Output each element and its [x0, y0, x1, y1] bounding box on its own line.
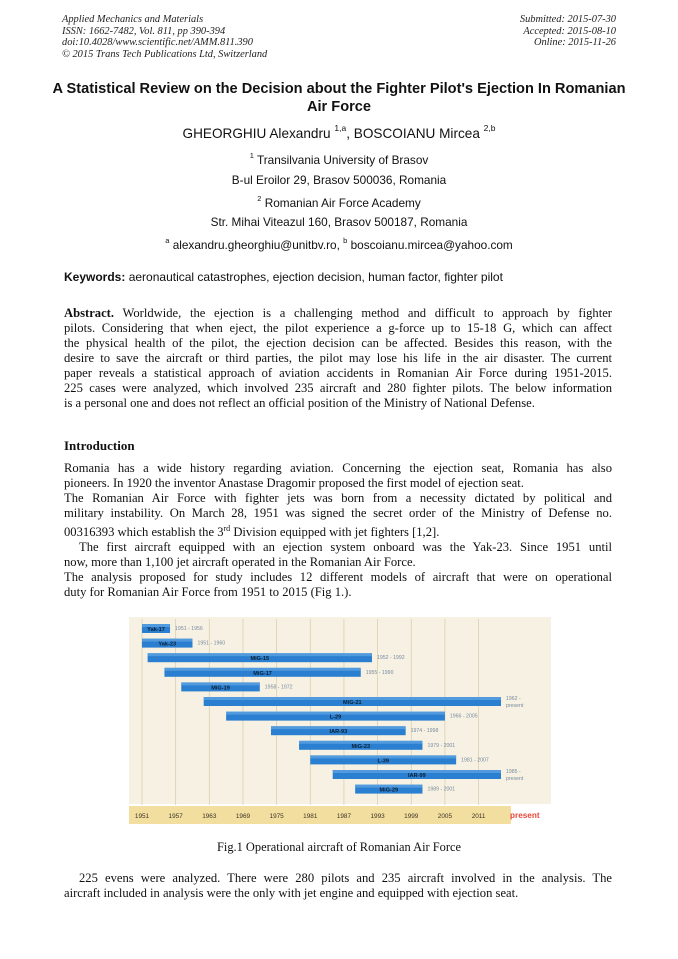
bar-period-label: present: [506, 776, 524, 782]
abstract-label: Abstract.: [64, 306, 115, 320]
affiliation-2: $^2$ Romanian Air Force Academy: [257, 194, 421, 210]
x-end-label: present: [510, 811, 540, 820]
bar-period-label: 1952 - 1992: [376, 655, 405, 662]
bar-period-label: 1962 -: [506, 696, 521, 702]
affiliation-1-address: B-ul Eroilor 29, Brasov 500036, Romania: [231, 173, 447, 187]
bar-label: L-29: [329, 714, 342, 721]
axis-band: [129, 806, 511, 824]
bar-label: MiG-21: [343, 700, 362, 706]
x-tick-label: 2005: [437, 813, 453, 820]
doi-line: doi:10.4028/www.scientific.net/AMM.811.390: [62, 37, 253, 49]
results-paragraph: 225 evens were analyzed. There were 280 pilots and 235 aircraft involved in the analysis. The aircraft included in analysis were the only with jet engine and equipped with ejection seat.: [64, 871, 612, 900]
bar-period-label: present: [506, 703, 524, 709]
author-line: GHEORGHIU Alexandru $^{1,a}$, BOSCOIANU Mircea $^{2,b}$: [182, 123, 496, 141]
email-b[interactable]: boscoianu.mircea@yahoo.com: [350, 238, 513, 252]
author-1-sup: 1,a: [334, 123, 347, 133]
operational-aircraft-chart: [129, 617, 551, 826]
online-date: Online: 2015-11-26: [533, 37, 616, 49]
bar-label: MiG-19: [211, 685, 230, 692]
bar-period-label: 1951 - 1960: [197, 640, 226, 647]
keywords: [64, 270, 503, 284]
keywords-label: Keywords:: [64, 270, 126, 284]
journal-name: Applied Mechanics and Materials: [62, 14, 204, 25]
x-tick-label: 1957: [168, 813, 183, 820]
bar-period-label: 1958 - 1972: [264, 684, 293, 691]
dates-header: [520, 14, 616, 49]
bar-label: Yak-17: [147, 627, 165, 633]
author-2-sup: 2,b: [483, 123, 496, 133]
section-heading: Introduction: [64, 438, 135, 453]
bar-label: Yak-23: [158, 641, 177, 648]
x-tick-label: 2011: [471, 813, 486, 820]
x-tick-label: 1951: [134, 813, 150, 820]
bar-period-label: 1955 - 1990: [365, 669, 394, 676]
x-tick-label: 1993: [370, 813, 385, 820]
bar-label: L-39: [377, 758, 389, 765]
copyright-line: © 2015 Trans Tech Publications Ltd, Switzerland: [62, 48, 268, 60]
x-tick-label: 1969: [235, 813, 251, 820]
bar-period-label: 1985 -: [506, 769, 521, 775]
abstract: Abstract. Worldwide, the ejection is a challenging method and difficult to approach by fighter pilots. Considering that when eject, the pilot experience a g-force up to 15-18 G, which can affect the physical health of the pilot, the ejection decision can be affected. Besides this reason, with the desire to save the aircraft or third parties, the pilot may lose his life in the air disaster. The current paper reveals a statistical approach of aviation accidents in Romanian Air Force during 1951-2015. 225 cases were analyzed, which involved 235 aircraft and 280 fighter pilots. The below information is a personal one and does not reflect an official position of the Ministry of National Defense.: [64, 306, 612, 410]
paper-title: A Statistical Review on the Decision about the Fighter Pilot's Ejection In Romanian Air Force: [52, 81, 626, 115]
affiliation-2-address: Str. Mihai Viteazul 160, Brasov 500187, Romania: [210, 215, 468, 229]
email-line: $^a$ alexandru.gheorghiu@unitbv.ro, $^b$ boscoianu.mircea@yahoo.com: [165, 236, 513, 252]
bar-label: MiG-23: [351, 743, 371, 750]
email-a[interactable]: alexandru.gheorghiu@unitbv.ro,: [172, 238, 340, 252]
bar-period-label: 1981 - 2007: [461, 757, 489, 764]
x-tick-label: 1963: [202, 813, 217, 820]
x-tick-label: 1975: [269, 813, 284, 820]
bar-label: MiG-17: [253, 670, 272, 677]
figure-caption: Fig.1 Operational aircraft of Romanian Air Force: [217, 840, 461, 854]
submitted-date: Submitted: 2015-07-30: [519, 14, 616, 25]
bar-label: MiG-29: [379, 787, 399, 794]
bar-period-label: 1974 - 1998: [410, 728, 439, 735]
bar-period-label: 1951 - 1956: [175, 626, 203, 632]
x-tick-label: 1981: [303, 813, 318, 820]
bar-period-label: 1979 - 2001: [427, 742, 456, 749]
affiliation-1: $^1$ Transilvania University of Brasov: [249, 151, 429, 167]
bar-period-label: 1966 - 2005: [449, 713, 478, 720]
issn-line: ISSN: 1662-7482, Vol. 811, pp 390-394: [62, 25, 226, 37]
author-1: GHEORGHIU Alexandru: [182, 126, 331, 141]
bar-label: IAR-99: [408, 773, 426, 779]
bar-label: MiG-15: [250, 656, 270, 663]
accepted-date: Accepted: 2015-08-10: [523, 25, 616, 37]
x-tick-label: 1999: [404, 813, 419, 820]
x-tick-label: 1987: [336, 813, 352, 820]
author-2: BOSCOIANU Mircea: [353, 126, 480, 141]
bar-period-label: 1989 - 2001: [427, 786, 456, 793]
intro-paragraph-1: Romania has a wide history regarding aviation. Concerning the ejection seat, Romania has also pioneers. In 1920 the inventor Anastase Dragomir proposed the first model of ejection seat. The Romanian Air Force with fighter jets was born from a necessity dictated by political and military instability. On March 28, 1951 was signed the secret order of the Ministry of Defense no. 00316393 which establish the 3rd Division equipped with jet fighters [1,2]. The first aircraft equipped with an ejection system onboard was the Yak-23. Since 1951 until now, more than 1,100 jet aircraft operated in the Romanian Air Force. The analysis proposed for study includes 12 different models of aircraft that were on operational duty for Romanian Air Force from 1951 to 2015 (Fig 1.).: [64, 461, 612, 599]
bar-label: IAR-93: [329, 729, 348, 736]
journal-header: [62, 14, 267, 60]
keywords-text: aeronautical catastrophes, ejection decision, human factor, fighter pilot: [128, 270, 503, 284]
